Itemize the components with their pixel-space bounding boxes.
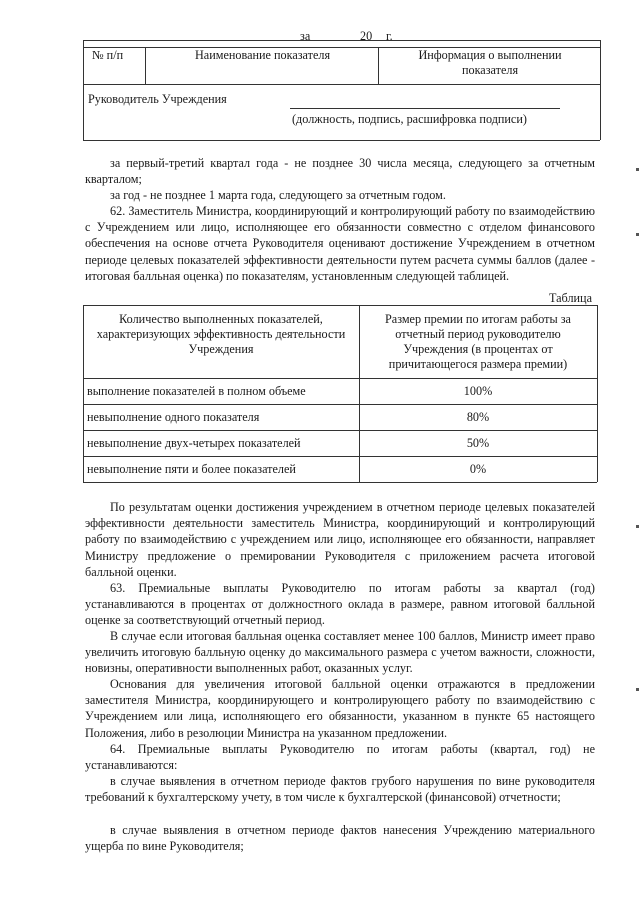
table-header-right: Размер премии по итогам работы за отчетный период руководителю Учреждения (в процентах от причитающегося размера премии) xyxy=(385,312,571,371)
table-border-right xyxy=(597,305,598,482)
form-border-bottom xyxy=(83,140,600,141)
form-col-divider-2 xyxy=(378,47,379,84)
scan-edge-mark xyxy=(636,525,639,528)
year-prefix: 20 xyxy=(360,29,373,43)
table-row-value: 50% xyxy=(466,436,490,450)
col-num-header: № п/п xyxy=(92,48,124,62)
paragraph-grounds: Основания для увеличения итоговой балльной оценки отражаются в предложении заместителя Министра, координирующего и контролирующего работу по взаимодействию с Учреждением или лица, исполняющего его обязанности, указанном в пункте 65 настоящего Положения, либо в резолюции Министра на указанном предложении. xyxy=(85,677,595,740)
table-row-label: невыполнение одного показателя xyxy=(87,410,260,424)
paragraph-63: 63. Премиальные выплаты Руководителю по итогам работы за квартал (год) устанавливаются в процентах от должностного оклада в размере, равном итоговой балльной оценке за соответствующий отчетный период. xyxy=(85,581,595,628)
form-border-row2 xyxy=(83,84,600,85)
form-border-top xyxy=(83,40,600,41)
scan-edge-mark xyxy=(636,233,639,236)
year-suffix: г. xyxy=(386,29,393,43)
table-border-row2 xyxy=(83,430,597,431)
col-indicator-header: Наименование показателя xyxy=(195,48,331,62)
table-row-label: невыполнение пяти и более показателей xyxy=(87,462,296,476)
paragraph-64-item-damage: в случае выявления в отчетном периоде фактов нанесения Учреждению материального ущерба по вине Руководителя; xyxy=(85,823,595,854)
table-row-value: 100% xyxy=(463,384,493,398)
table-border-top xyxy=(83,305,597,306)
paragraph-annual-deadline: за год - не позднее 1 марта года, следующего за отчетным годом. xyxy=(110,188,446,202)
signature-caption: (должность, подпись, расшифровка подписи) xyxy=(292,112,527,126)
table-border-row1 xyxy=(83,404,597,405)
paragraph-minister-right: В случае если итоговая балльная оценка составляет менее 100 баллов, Министр имеет право увеличить итоговую балльную оценку до максимального размера с учетом важности, сложности, новизны, оперативности выполненных работ, оказанных услуг. xyxy=(85,629,595,676)
scan-edge-mark xyxy=(636,688,639,691)
table-row-value: 0% xyxy=(469,462,487,476)
signature-line xyxy=(290,108,560,109)
table-row-label: невыполнение двух-четырех показателей xyxy=(87,436,301,450)
table-row-value: 80% xyxy=(466,410,490,424)
table-label: Таблица xyxy=(549,291,592,305)
table-row-label: выполнение показателей в полном объеме xyxy=(87,384,306,398)
col-info-header: Информация о выполнении показателя xyxy=(418,48,562,77)
paragraph-62: 62. Заместитель Министра, координирующий и контролирующий работу по взаимодействию с Учреждением или лицо, исполняющее его обязанности совместно с отделом финансового обеспечения на основе отчета Руководителя оценивают достижение Учреждением в отчетном периоде целевых показателей эффективности деятельности путем расчета суммы баллов (далее - итоговая балльная оценка) по показателям, установленным следующей таблицей. xyxy=(85,204,595,283)
paragraph-64: 64. Премиальные выплаты Руководителю по итогам работы (квартал, год) не устанавливаются: xyxy=(85,742,595,773)
paragraph-quarterly-deadline: за первый-третий квартал года - не позднее 30 числа месяца, следующего за отчетным кварталом; xyxy=(85,156,595,187)
table-border-row3 xyxy=(83,456,597,457)
paragraph-evaluation-result: По результатам оценки достижения учреждением в отчетном периоде целевых показателей эффективности деятельности заместитель Министра, координирующий и контролирующий работу по взаимодействию с учреждением или лицо, исполняющее его обязанности, направляет Министру предложение о премировании Руководителя с приложением расчета итоговой балльной оценки. xyxy=(85,500,595,579)
head-label: Руководитель Учреждения xyxy=(88,92,227,106)
scan-edge-mark xyxy=(636,168,639,171)
table-border-header xyxy=(83,378,597,379)
form-border-right xyxy=(600,40,601,140)
period-prefix: за xyxy=(300,29,311,43)
paragraph-64-item-accounting: в случае выявления в отчетном периоде фактов грубого нарушения по вине руководителя требований к бухгалтерскому учету, в том числе к бухгалтерской (финансовой) отчетности; xyxy=(85,774,595,805)
form-col-divider-1 xyxy=(145,47,146,84)
table-border-left xyxy=(83,305,84,482)
form-border-left xyxy=(83,40,84,140)
table-header-left: Количество выполненных показателей, характеризующих эффективность деятельности Учреждения xyxy=(96,312,346,356)
table-border-bottom xyxy=(83,482,597,483)
